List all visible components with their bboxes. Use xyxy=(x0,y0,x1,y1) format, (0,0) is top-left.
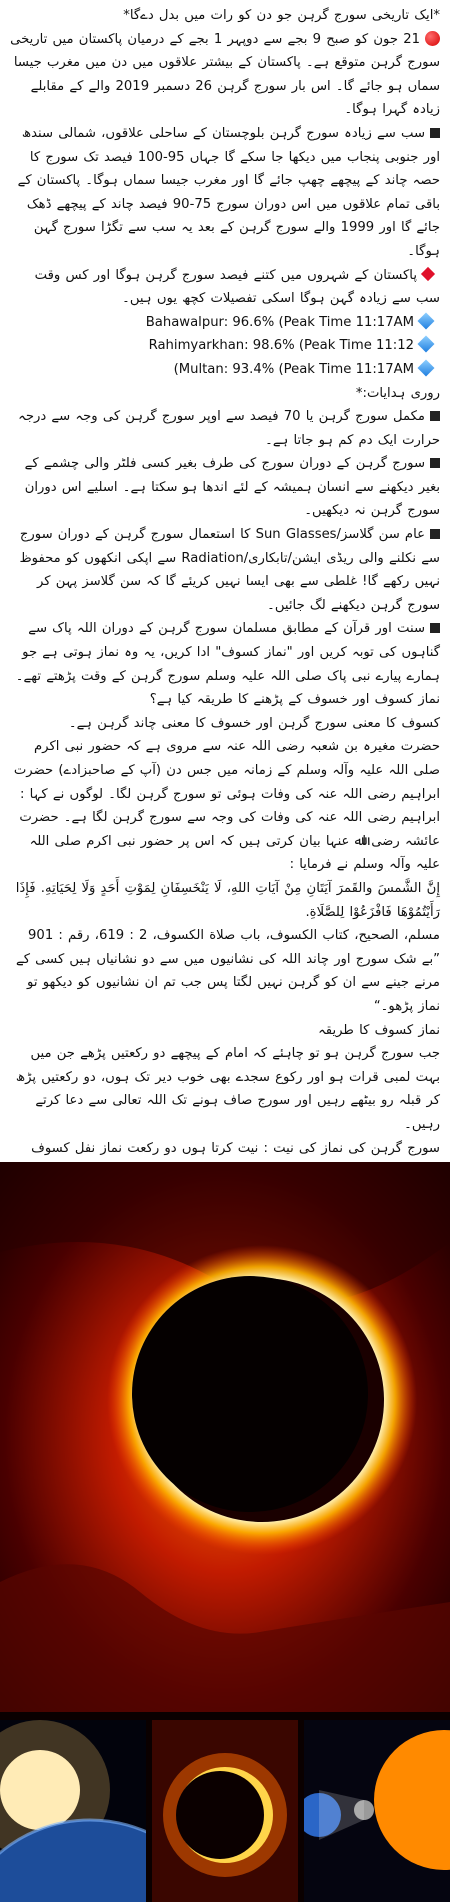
bullet-blindness xyxy=(8,452,440,523)
city-text: Rahimyarkhan: 98.6% (Peak Time 11:12 xyxy=(148,338,414,354)
city-row-rahimyarkhan xyxy=(8,334,440,358)
paragraph-cities-intro xyxy=(8,264,440,311)
city-text: Bahawalpur: 96.6% (Peak Time 11:17AM xyxy=(145,314,414,330)
kusuf-niyyah: سورج گرہن کی نماز کی نیت : نیت کرتا ہوں دو رکعت نماز نفل کسوف xyxy=(31,1140,440,1156)
instructions-heading: روری ہدایات:* xyxy=(355,385,440,401)
city-row-multan xyxy=(8,358,440,382)
city-row-bahawalpur xyxy=(8,311,440,335)
bullet-text: سورج گرہن کے دوران سورج کی طرف بغیر کسی فلٹر والی چشمے کے بغیر دیکھنے سے انسان ہمیشہ کے لئے اندھا ہو سکتا ہے۔ اسلیے اس دوران سورج گرہن نہ دیکھیں۔ xyxy=(24,456,440,519)
bullet-text: عام سن گلاسز/Sun Glasses کا استعمال سورج گرہن کے دوران سورج سے نکلنے والی ریڈی ایشن/تابکاری/Radiation سے اپکی انکھوں کو محفوظ نہیں رکھے گا! غلطی سے بھی ایسا نہیں کریئے گا کہ سن گلاسز پہن کر سورج گرہن دیکھنے لگ جائیں۔ xyxy=(19,527,440,613)
eclipse-thumb-ring xyxy=(152,1720,298,1902)
bullet-sunglasses xyxy=(8,523,440,617)
kusuf-method: جب سورج گرہن ہو تو چاہئے کہ امام کے پیچھے دو رکعتیں پڑھے جن میں بہت لمبی قرات ہو اور رکوع سجدے بھی خوب دیر تک ہوں، دو رکعتیں پڑھ کر قبلہ رو بیٹھے رہیں اور سورج صاف ہونے تک اللہ تعالی سے دعا کرتے رہیں۔ xyxy=(15,1046,440,1132)
eclipse-thumb-alignment xyxy=(304,1720,450,1902)
blue-diamond-icon xyxy=(418,336,435,353)
black-square-bullet-icon xyxy=(430,128,440,138)
city-text: (Multan: 93.4% (Peak Time 11:17AM xyxy=(173,361,414,377)
eclipse-thumb-earth xyxy=(0,1720,146,1902)
black-square-bullet-icon xyxy=(430,529,440,539)
hadith-narration: حضرت مغیرہ بن شعبہ رضی اللہ عنہ سے مروی ہے کہ حضور نبی اکرم صلی اللہ علیہ وآلہ وسلم کے زمانہ میں جس دن (آپ کے صاحبزادے) حضرت ابراہیم رضی اللہ عنہ کی وفات ہوئی تو سورج گرہن لگا۔ لوگوں نے کہا : ابراہیم رضی اللہ عنہ کی وفات کی وجہ سے سورج گرہن لگا ہے۔ حضرت عائشہ رضی اﷲ عنہا بیان کرتی ہیں کہ اس پر حضور نبی اکرم صلی اللہ علیہ وآلہ وسلم نے فرمایا : xyxy=(13,739,440,873)
definition: کسوف کا معنی سورج گرہن اور خسوف کا معنی چاند گرہن ہے۔ xyxy=(68,715,440,731)
article-title: *ایک تاریخی سورج گرہن جو دن کو رات میں بدل دےگا* xyxy=(123,8,440,23)
paragraph-date-text: 21 جون کو صبح 9 بجے سے دوپہر 1 بجے کے درمیان پاکستان میں تاریخی سورج گرہن متوقع ہے۔ پاکستان کے بیشتر علاقوں میں دن میں مغرب جیسا سماں ہو جائے گا۔ اس بار سورج گرہن 26 دسمبر 2019 والے کے مقابلے زیادہ گہرا ہوگا۔ xyxy=(10,31,440,118)
paragraph-regions-text: سب سے زیادہ سورج گرہن بلوچستان کے ساحلی علاقوں، شمالی سندھ اور جنوبی پنجاب میں دیکھا جا سکے گا جہاں 95-100 فیصد تک سورج کا حصہ چاند کے پیچھے چھپ جائے گا اور مغرب جیسا سماں ہوگا۔ پاکستان کے باقی تمام علاقوں میں اس دوران سورج 75-90 فیصد چاند کے پیچھے ڈھک جائے گا اور 1999 والے سورج گرہن کے بعد یہ سب سے تگڑا سورج گہن ہوگا۔ xyxy=(17,125,440,259)
arabic-hadith: إِنَّ الشَّمسَ والقَمرَ آيَتَانِ مِنْ آيَاتِ اللهِ، لَا يَنْخَسِفَانِ لِمَوْتِ أَحَدٍ وَلَا لِحَيَاتِهِ. فَإِذَا رَأَيْتُمُوْهَا فَافْزَعُوْا لِلصَّلَاةِ. xyxy=(15,880,440,920)
hadith-translation: ”بے شک سورج اور چاند اللہ کی نشانیوں میں سے دو نشانیاں ہیں کسی کے مرنے جینے سے ان کو گرہن نہیں لگتا پس جب تم ان نشانیوں کو دیکھو تو نماز پڑھو۔“ xyxy=(15,951,440,1014)
black-square-bullet-icon xyxy=(430,623,440,633)
red-diamond-icon xyxy=(421,266,435,280)
blue-diamond-icon xyxy=(418,312,435,329)
paragraph-regions xyxy=(8,122,440,264)
bullet-prayer xyxy=(8,617,440,688)
red-circle-icon xyxy=(425,31,440,46)
kusuf-heading: نماز کسوف کا طریقہ xyxy=(318,1022,440,1038)
question-method: نماز کسوف اور خسوف کے پڑھنے کا طریقہ کیا ہے؟ xyxy=(149,692,440,708)
bullet-text: سنت اور قرآن کے مطابق مسلمان سورج گرہن کے دوران اللہ پاک سے گناہوں کی توبہ کریں اور "نماز کسوف" ادا کریں، یہ وہ نماز ہوتی ہے جو ہمارے پیارے نبی پاک صلی اللہ علیہ وسلم سورج گرہن کے وقت پڑھتے تھے۔ xyxy=(15,621,440,684)
bullet-temperature xyxy=(8,405,440,452)
blue-diamond-icon xyxy=(418,359,435,376)
eclipse-main-image xyxy=(0,1162,450,1712)
black-square-bullet-icon xyxy=(430,458,440,468)
bullet-text: مکمل سورج گرہن یا 70 فیصد سے اوپر سورج گرہن کی وجہ سے درجہ حرارت ایک دم کم ہو جاتا ہے۔ xyxy=(18,409,440,448)
paragraph-cities-intro-text: پاکستان کے شہروں میں کتنے فیصد سورج گرہن ہوگا اور کس وقت سب سے زیادہ گہن ہوگا اسکی تفصیلات کچھ یوں ہیں۔ xyxy=(34,267,440,307)
black-square-bullet-icon xyxy=(430,411,440,421)
hadith-reference: مسلم، الصحيح، كتاب الكسوف، باب صلاة الكسوف، 2 : 619، رقم : 901 xyxy=(28,928,440,944)
paragraph-date xyxy=(8,28,440,122)
eclipse-image-collage xyxy=(0,1162,450,1902)
